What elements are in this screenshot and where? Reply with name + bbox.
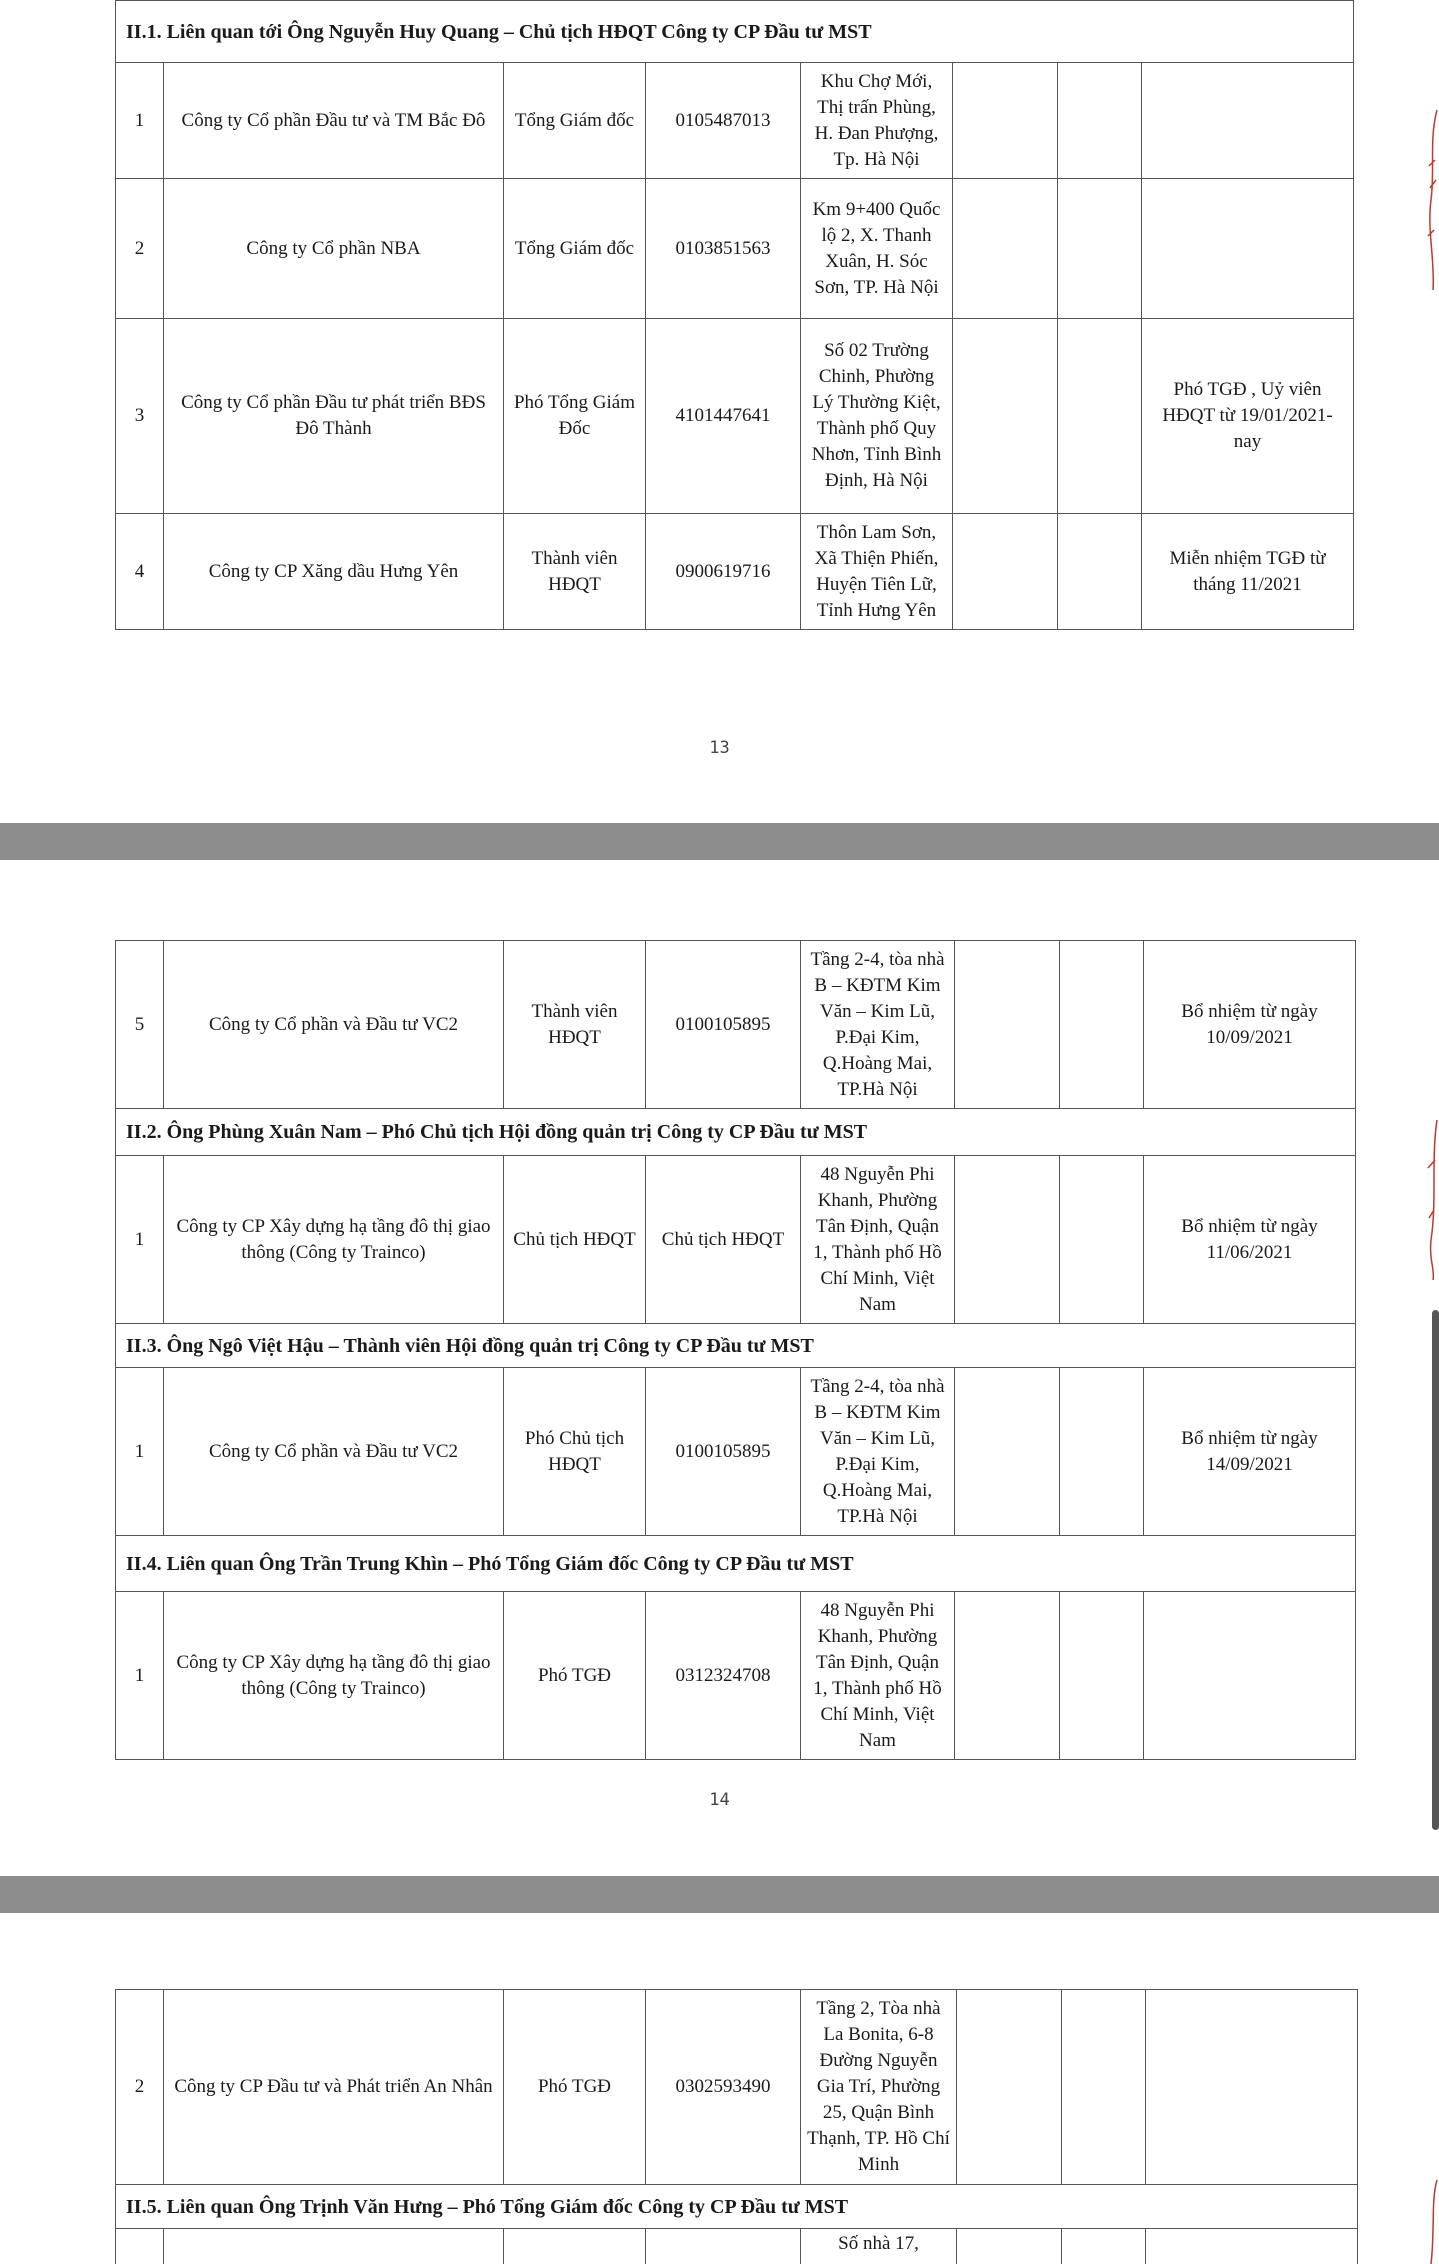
address: Km 9+400 Quốc lộ 2, X. Thanh Xuân, H. Sóc Sơn, TP. Hà Nội	[801, 179, 953, 319]
empty-cell	[957, 1990, 1062, 2185]
document-page-13	[0, 0, 1439, 823]
address: Tầng 2, Tòa nhà La Bonita, 6-8 Đường Nguyễn Gia Trí, Phường 25, Quận Bình Thạnh, TP. Hồ Chí Minh	[801, 1990, 957, 2185]
address: 48 Nguyễn Phi Khanh, Phường Tân Định, Quận 1, Thành phố Hồ Chí Minh, Việt Nam	[801, 1592, 955, 1760]
empty-cell	[953, 179, 1058, 319]
document-page-15	[0, 1913, 1439, 2264]
position: Thành viên HĐQT	[504, 514, 646, 630]
table-row	[116, 319, 1354, 514]
table-row	[116, 1592, 1356, 1760]
company-name: Công ty Cổ phần và Đầu tư VC2	[164, 941, 504, 1109]
document-page-14	[0, 860, 1439, 1876]
table-row	[116, 179, 1354, 319]
empty-cell	[1146, 2229, 1358, 2264]
note: Bổ nhiệm từ ngày 14/09/2021	[1144, 1368, 1356, 1536]
related-party-table-II1	[115, 0, 1354, 630]
row-number: 3	[116, 319, 164, 514]
position: Tổng Giám đốc	[504, 63, 646, 179]
empty-cell	[646, 2229, 801, 2264]
position: Tổng Giám đốc	[504, 179, 646, 319]
note	[1144, 1592, 1356, 1760]
table-row	[116, 2229, 1358, 2264]
position: Phó TGĐ	[504, 1592, 646, 1760]
address: Thôn Lam Sơn, Xã Thiện Phiến, Huyện Tiên Lữ, Tỉnh Hưng Yên	[801, 514, 953, 630]
empty-cell	[1062, 2229, 1146, 2264]
company-name: Công ty Cổ phần Đầu tư phát triển BĐS Đô Thành	[164, 319, 504, 514]
empty-cell	[1062, 1990, 1146, 2185]
row-number: 4	[116, 514, 164, 630]
row-number: 1	[116, 1592, 164, 1760]
empty-cell	[953, 319, 1058, 514]
position: Phó TGĐ	[504, 1990, 646, 2185]
address: Tầng 2-4, tòa nhà B – KĐTM Kim Văn – Kim Lũ, P.Đại Kim, Q.Hoàng Mai, TP.Hà Nội	[801, 1368, 955, 1536]
tax-code: 0302593490	[646, 1990, 801, 2185]
empty-cell	[116, 2229, 164, 2264]
row-number: 2	[116, 1990, 164, 2185]
tax-code: 0100105895	[646, 1368, 801, 1536]
empty-cell	[955, 941, 1060, 1109]
note	[1142, 179, 1354, 319]
note: Miễn nhiệm TGĐ từ tháng 11/2021	[1142, 514, 1354, 630]
row-number: 1	[116, 1368, 164, 1536]
empty-cell	[164, 2229, 504, 2264]
page-separator	[0, 823, 1439, 860]
company-name: Công ty CP Đầu tư và Phát triển An Nhân	[164, 1990, 504, 2185]
tax-code: 0312324708	[646, 1592, 801, 1760]
note: Phó TGĐ , Uỷ viên HĐQT từ 19/01/2021- nay	[1142, 319, 1354, 514]
tax-code: Chủ tịch HĐQT	[646, 1156, 801, 1324]
empty-cell	[1060, 1156, 1144, 1324]
address: Tầng 2-4, tòa nhà B – KĐTM Kim Văn – Kim Lũ, P.Đại Kim, Q.Hoàng Mai, TP.Hà Nội	[801, 941, 955, 1109]
page-number: 13	[709, 738, 730, 758]
position: Chủ tịch HĐQT	[504, 1156, 646, 1324]
empty-cell	[953, 63, 1058, 179]
company-name: Công ty Cổ phần NBA	[164, 179, 504, 319]
empty-cell	[1058, 319, 1142, 514]
table-row	[116, 1156, 1356, 1324]
section-heading-II1: II.1. Liên quan tới Ông Nguyễn Huy Quang – Chủ tịch HĐQT Công ty CP Đầu tư MST	[116, 1, 1354, 63]
note	[1146, 1990, 1358, 2185]
table-row	[116, 1368, 1356, 1536]
company-name: Công ty Cổ phần Đầu tư và TM Bắc Đô	[164, 63, 504, 179]
row-number: 5	[116, 941, 164, 1109]
empty-cell	[955, 1592, 1060, 1760]
empty-cell	[1060, 1592, 1144, 1760]
empty-cell	[1058, 179, 1142, 319]
position: Phó Chủ tịch HĐQT	[504, 1368, 646, 1536]
position: Phó Tổng Giám Đốc	[504, 319, 646, 514]
note: Bổ nhiệm từ ngày 11/06/2021	[1144, 1156, 1356, 1324]
tax-code: 4101447641	[646, 319, 801, 514]
tax-code: 0900619716	[646, 514, 801, 630]
company-name: Công ty CP Xây dựng hạ tầng đô thị giao thông (Công ty Trainco)	[164, 1592, 504, 1760]
note: Bổ nhiệm từ ngày 10/09/2021	[1144, 941, 1356, 1109]
position: Thành viên HĐQT	[504, 941, 646, 1109]
note	[1142, 63, 1354, 179]
related-party-table-II2-II4	[115, 940, 1356, 1760]
document-viewer-scrollbar[interactable]	[1432, 1310, 1439, 1830]
section-heading-II2: II.2. Ông Phùng Xuân Nam – Phó Chủ tịch Hội đồng quản trị Công ty CP Đầu tư MST	[116, 1109, 1356, 1156]
table-row	[116, 63, 1354, 179]
address: Khu Chợ Mới, Thị trấn Phùng, H. Đan Phượng, Tp. Hà Nội	[801, 63, 953, 179]
address: Số 02 Trường Chinh, Phường Lý Thường Kiệt, Thành phố Quy Nhơn, Tỉnh Bình Định, Hà Nội	[801, 319, 953, 514]
empty-cell	[955, 1156, 1060, 1324]
company-name: Công ty CP Xăng dầu Hưng Yên	[164, 514, 504, 630]
empty-cell	[955, 1368, 1060, 1536]
tax-code: 0103851563	[646, 179, 801, 319]
empty-cell	[1058, 514, 1142, 630]
related-party-table-II4-II5	[115, 1989, 1358, 2264]
row-number: 2	[116, 179, 164, 319]
empty-cell	[1060, 1368, 1144, 1536]
empty-cell	[504, 2229, 646, 2264]
empty-cell	[953, 514, 1058, 630]
address: Số nhà 17,	[801, 2229, 957, 2264]
stamp-edge-mark	[1425, 1120, 1439, 1280]
table-row	[116, 1990, 1358, 2185]
empty-cell	[957, 2229, 1062, 2264]
section-heading-II4: II.4. Liên quan Ông Trần Trung Khìn – Phó Tổng Giám đốc Công ty CP Đầu tư MST	[116, 1536, 1356, 1592]
address: 48 Nguyễn Phi Khanh, Phường Tân Định, Quận 1, Thành phố Hồ Chí Minh, Việt Nam	[801, 1156, 955, 1324]
row-number: 1	[116, 63, 164, 179]
stamp-edge-mark	[1425, 2180, 1439, 2264]
page-number: 14	[709, 1790, 730, 1810]
empty-cell	[1060, 941, 1144, 1109]
table-row	[116, 941, 1356, 1109]
tax-code: 0105487013	[646, 63, 801, 179]
stamp-edge-mark	[1425, 110, 1439, 290]
section-heading-II5: II.5. Liên quan Ông Trịnh Văn Hưng – Phó Tổng Giám đốc Công ty CP Đầu tư MST	[116, 2185, 1358, 2229]
company-name: Công ty CP Xây dựng hạ tầng đô thị giao thông (Công ty Trainco)	[164, 1156, 504, 1324]
page-separator	[0, 1876, 1439, 1913]
tax-code: 0100105895	[646, 941, 801, 1109]
company-name: Công ty Cổ phần và Đầu tư VC2	[164, 1368, 504, 1536]
row-number: 1	[116, 1156, 164, 1324]
section-heading-II3: II.3. Ông Ngô Việt Hậu – Thành viên Hội đồng quản trị Công ty CP Đầu tư MST	[116, 1324, 1356, 1368]
empty-cell	[1058, 63, 1142, 179]
table-row	[116, 514, 1354, 630]
